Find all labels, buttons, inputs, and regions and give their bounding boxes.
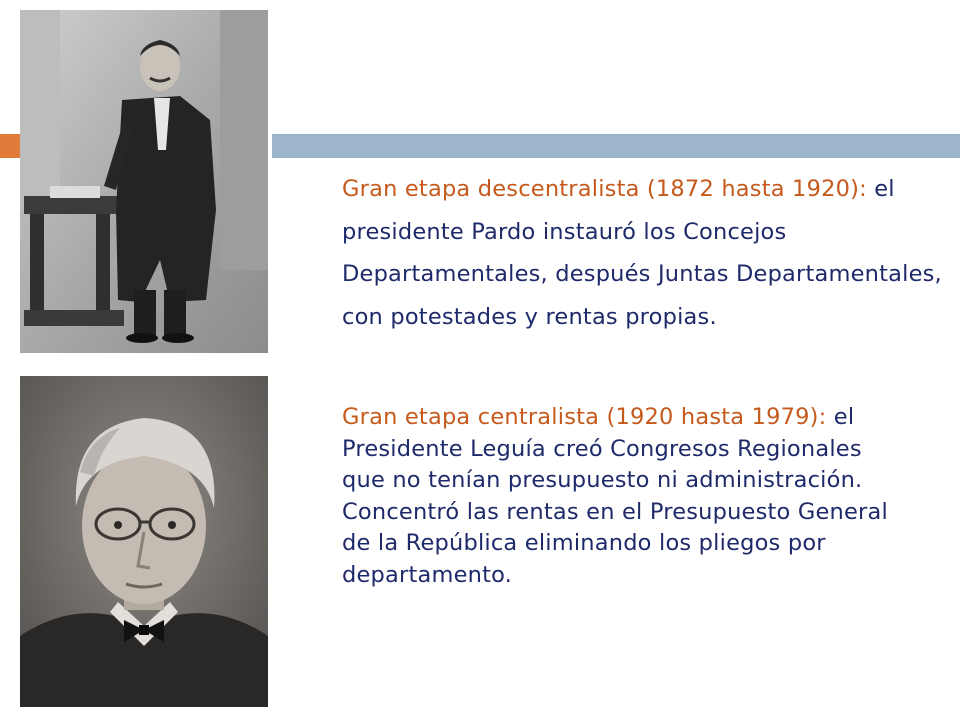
paragraph-body: el presidente Pardo instauró los Concejos Departamentales, después Juntas Departamentales, con potestades y rentas propias. [342, 176, 942, 330]
paragraph-descentralista [342, 168, 942, 338]
paragraph-body: el Presidente Leguía creó Congresos Regionales que no tenían presupuesto ni administración. Concentró las rentas en el Presupuesto General de la República eliminando los pliegos por departamento. [342, 404, 888, 588]
paragraph-lead: Gran etapa descentralista (1872 hasta 1920): [342, 176, 867, 202]
paragraph-centralista [342, 402, 912, 591]
paragraph-lead: Gran etapa centralista (1920 hasta 1979): [342, 404, 827, 430]
portrait-photo-standing-man [20, 10, 268, 353]
accent-bar-blue [272, 134, 960, 158]
portrait-photo-man-bow-tie [20, 376, 268, 707]
accent-bar-orange [0, 134, 20, 158]
